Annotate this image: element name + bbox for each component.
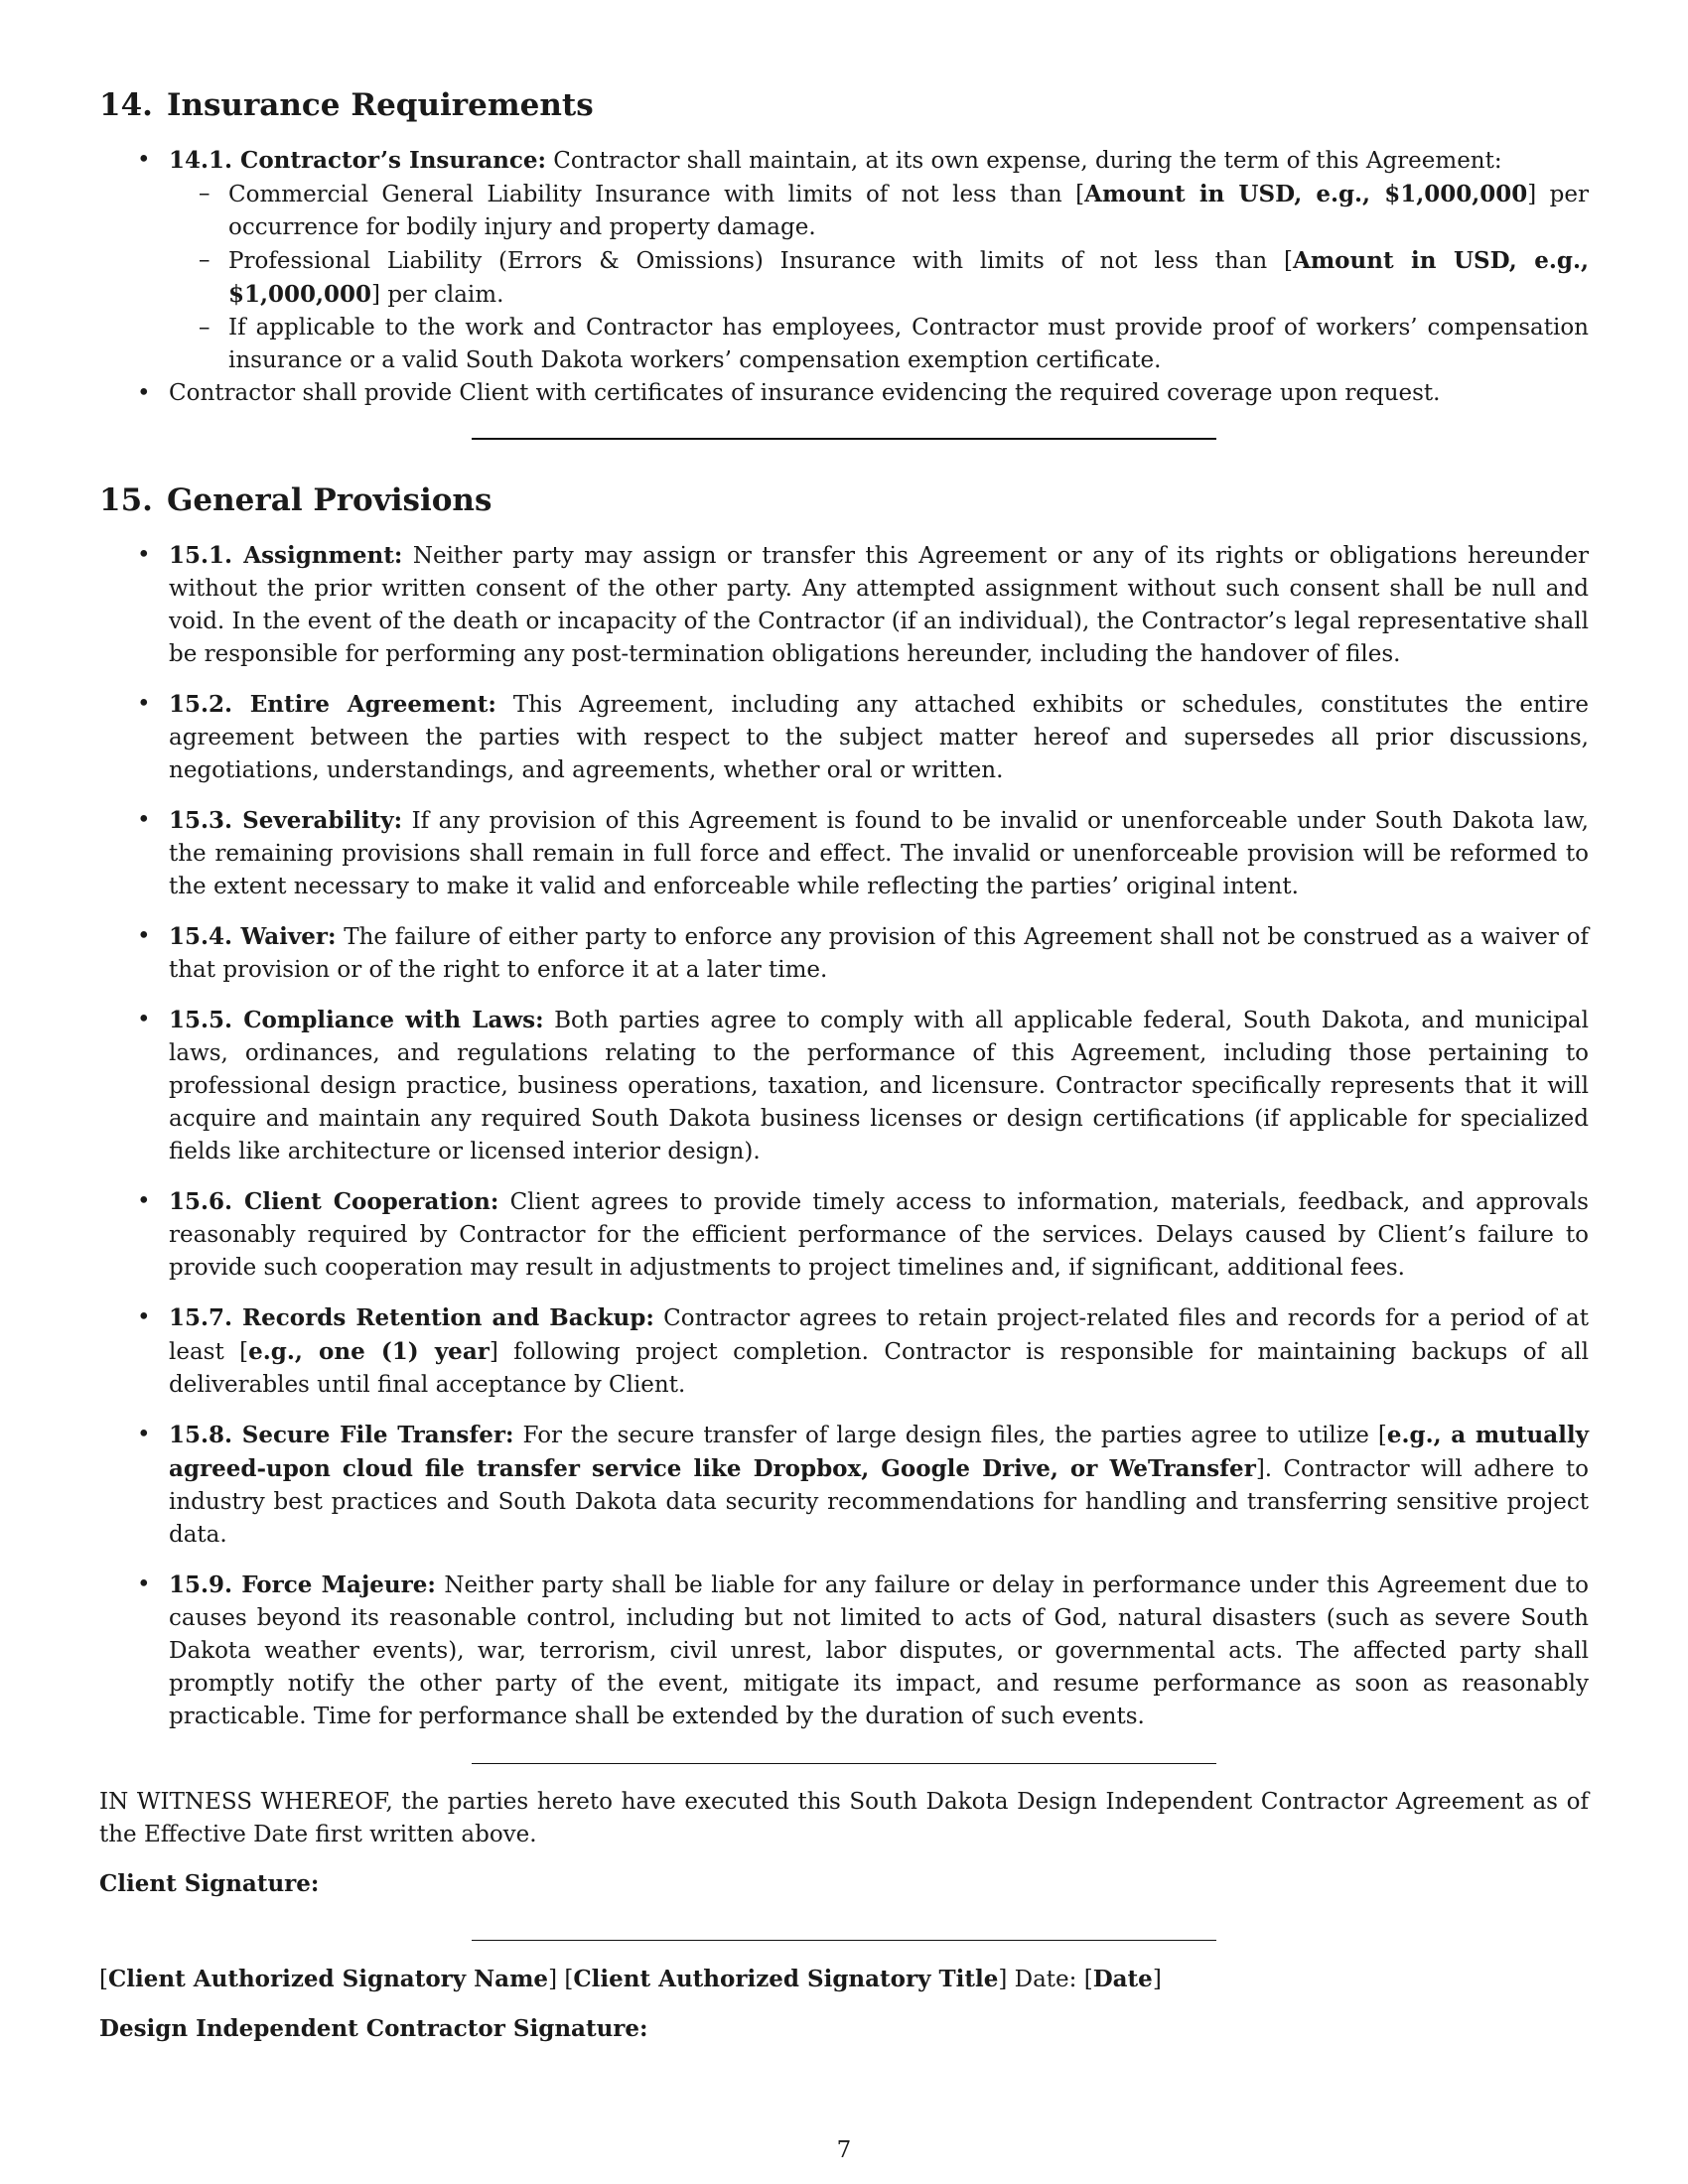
clause-text: Client agrees to provide timely access to information, materials, feedback, and approvals reasonably required by Contractor for the efficient performance of the services. Delays caused by Client’s failure to provide such cooperation may result in adjustments to project timelines and, if significant, additional fees. bbox=[169, 1189, 1589, 1282]
transfer-service-placeholder: e.g., a mutually agreed-upon cloud file transfer service like Dropbox, Google Drive, or WeTransfer bbox=[169, 1422, 1589, 1483]
sub-item-general-liability: – Commercial General Liability Insurance with limits of not less than [Amount in USD, e.g., $1,000,000] per occurrence for bodily injury and property damage. bbox=[169, 178, 1589, 244]
clause-text: Both parties agree to comply with all applicable federal, South Dakota, and municipal laws, ordinances, and regulations relating to the performance of this Agreement, including those pertaining to professional design practice, business operations, taxation, and licensure. Contractor specifically represents that it will acquire and maintain any required South Dakota business licenses or design certifications (if applicable for specialized fields like architecture or licensed interior design). bbox=[169, 1008, 1589, 1165]
clause-label: 14.1. Contractor’s Insurance: bbox=[169, 147, 546, 175]
clause-15-9 bbox=[99, 1569, 1589, 1733]
clause-text: Contractor shall maintain, at its own expense, during the term of this Agreement: bbox=[545, 148, 1502, 175]
section-14-number: 14. bbox=[99, 87, 153, 123]
clause-15-7: • 15.7. Records Retention and Backup: Contractor agrees to retain project-related files and records for a period of at least [e.g., one (1) year] following project completion. Contractor is responsible for maintaining backups of all deliverables until final acceptance by Client. bbox=[99, 1301, 1589, 1402]
section-15-heading bbox=[99, 482, 1589, 519]
section-14-list bbox=[99, 144, 1589, 410]
clause-label: 15.7. Records Retention and Backup: bbox=[169, 1304, 654, 1332]
clause-label: 15.5. Compliance with Laws: bbox=[169, 1007, 544, 1034]
clause-label: 15.2. Entire Agreement: bbox=[169, 691, 496, 719]
amount-placeholder: Amount in USD, e.g., $1,000,000 bbox=[1084, 181, 1528, 208]
clause-15-6 bbox=[99, 1185, 1589, 1285]
section-14-title: Insurance Requirements bbox=[166, 87, 594, 123]
clause-label: 15.4. Waiver: bbox=[169, 923, 337, 951]
signatory-name-placeholder: Client Authorized Signatory Name bbox=[107, 1966, 549, 1993]
clause-14-1 bbox=[99, 144, 1589, 377]
witness-paragraph: IN WITNESS WHEREOF, the parties hereto have executed this South Dakota Design Independent Contractor Agreement as of the Effective Date first written above. bbox=[99, 1789, 1589, 1848]
clause-15-3 bbox=[99, 804, 1589, 903]
contractor-signature-label: Design Independent Contractor Signature: bbox=[99, 2015, 648, 2043]
client-signature-line bbox=[472, 1940, 1216, 1941]
sub-item-professional-liability: – Professional Liability (Errors & Omissions) Insurance with limits of not less than [Amount in USD, e.g., $1,000,000] per claim. bbox=[169, 244, 1589, 312]
clause-15-1 bbox=[99, 539, 1589, 671]
page-number: 7 bbox=[836, 2137, 852, 2163]
signatory-line: [Client Authorized Signatory Name] [Client Authorized Signatory Title] Date: [Date] bbox=[99, 1966, 1162, 1993]
clause-14-1-sublist bbox=[169, 178, 1589, 377]
clause-label: 15.3. Severability: bbox=[169, 807, 403, 835]
clause-15-4 bbox=[99, 920, 1589, 987]
clause-14-certificates: • Contractor shall provide Client with certificates of insurance evidencing the required coverage upon request. bbox=[99, 377, 1589, 410]
section-divider bbox=[472, 438, 1216, 440]
section-15-number: 15. bbox=[99, 482, 153, 519]
witness-divider bbox=[472, 1763, 1216, 1764]
clause-text: The failure of either party to enforce any provision of this Agreement shall not be construed as a waiver of that provision or of the right to enforce it at a later time. bbox=[169, 924, 1589, 984]
amount-placeholder: Amount in USD, e.g., $1,000,000 bbox=[228, 247, 1589, 309]
signatory-title-placeholder: Client Authorized Signatory Title bbox=[573, 1966, 999, 1993]
date-placeholder: Date bbox=[1092, 1966, 1153, 1993]
clause-15-8: • 15.8. Secure File Transfer: For the secure transfer of large design files, the parties agree to utilize [e.g., a mutually agreed-upon cloud file transfer service like Dropbox, Google Drive, or WeTransfer]. Contractor will adhere to industry best practices and South Dakota data security recommendations for handling and transferring sensitive project data. bbox=[99, 1419, 1589, 1552]
clause-label: 15.8. Secure File Transfer: bbox=[169, 1422, 514, 1449]
date-label: Date: bbox=[1007, 1967, 1084, 1993]
client-signature-label: Client Signature: bbox=[99, 1870, 320, 1898]
clause-text: This Agreement, including any attached exhibits or schedules, constitutes the entire agreement between the parties with respect to the subject matter hereof and supersedes all prior discussions, negotiations, understandings, and agreements, whether oral or written. bbox=[169, 692, 1590, 784]
clause-label: 15.1. Assignment: bbox=[169, 542, 403, 570]
clause-text: Neither party shall be liable for any failure or delay in performance under this Agreement due to causes beyond its reasonable control, including but not limited to acts of God, natural disasters (such as severe South Dakota weather events), war, terrorism, civil unrest, labor disputes, or governmental acts. The affected party shall promptly notify the other party of the event, mitigate its impact, and resume performance as soon as reasonably practicable. Time for performance shall be extended by the duration of such events. bbox=[169, 1572, 1589, 1730]
section-15-title: General Provisions bbox=[166, 482, 492, 519]
retention-placeholder: e.g., one (1) year bbox=[248, 1338, 490, 1366]
clause-label: 15.9. Force Majeure: bbox=[169, 1571, 436, 1599]
clause-text: If any provision of this Agreement is found to be invalid or unenforceable under South Dakota law, the remaining provisions shall remain in full force and effect. The invalid or unenforceable provision will be reformed to the extent necessary to make it valid and enforceable while reflecting the parties’ original intent. bbox=[169, 808, 1589, 900]
clause-text: Neither party may assign or transfer this Agreement or any of its rights or obligations hereunder without the prior written consent of the other party. Any attempted assignment without such consent shall be null and void. In the event of the death or incapacity of the Contractor (if an individual), the Contractor’s legal representative shall be responsible for performing any post-termination obligations hereunder, including the handover of files. bbox=[169, 543, 1589, 668]
clause-label: 15.6. Client Cooperation: bbox=[169, 1188, 499, 1216]
sub-item-workers-comp: – If applicable to the work and Contractor has employees, Contractor must provide proof of workers’ compensation insurance or a valid South Dakota workers’ compensation exemption certificate. bbox=[169, 312, 1589, 377]
section-15-list bbox=[99, 539, 1589, 1733]
section-14-heading bbox=[99, 87, 1589, 124]
clause-15-2 bbox=[99, 688, 1589, 787]
document-page bbox=[99, 87, 1589, 2045]
clause-15-5 bbox=[99, 1004, 1589, 1168]
